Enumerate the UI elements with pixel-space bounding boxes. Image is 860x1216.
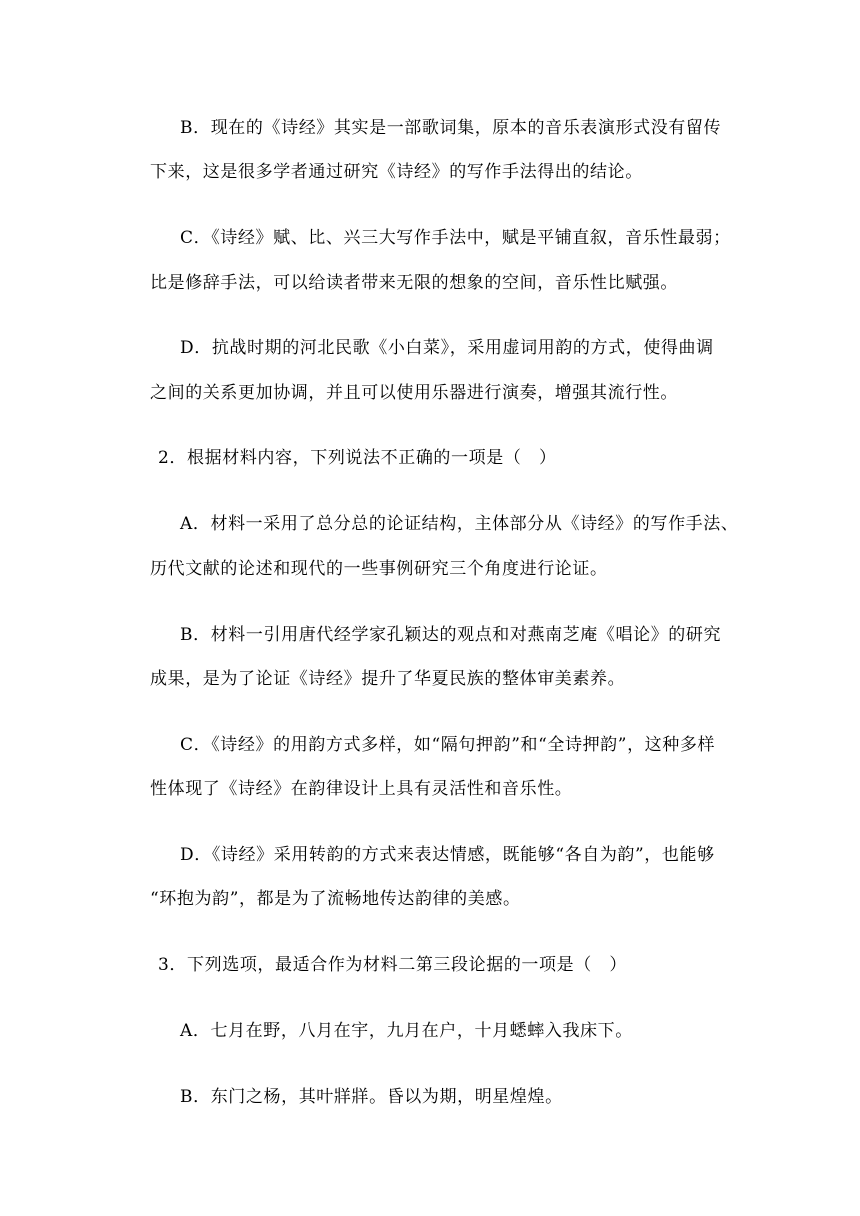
q2-option-a-line2: 历代文献的论述和现代的一些事例研究三个角度进行论证。	[150, 559, 608, 579]
q3-option-b: B．东门之杨，其叶牂牂。昏以为期，明星煌煌。	[180, 1087, 563, 1107]
q2-option-b-line1: B．材料一引用唐代经学家孔颖达的观点和对燕南芝庵《唱论》的研究	[180, 625, 722, 645]
q2-option-c-line2: 性体现了《诗经》在韵律设计上具有灵活性和音乐性。	[150, 779, 573, 799]
q2-stem: 2．根据材料内容，下列说法不正确的一项是（ ）	[158, 448, 557, 468]
q2-option-a-line1: A．材料一采用了总分总的论证结构，主体部分从《诗经》的写作手法、	[180, 514, 739, 534]
q1-option-b-line2: 下来，这是很多学者通过研究《诗经》的写作手法得出的结论。	[150, 162, 643, 182]
q1-option-d-line1: D．抗战时期的河北民歌《小白菜》，采用虚词用韵的方式，使得曲调	[180, 338, 714, 358]
q3-option-a: A．七月在野，八月在宇，九月在户，十月蟋蟀入我床下。	[180, 1021, 633, 1041]
q2-option-c-line1: C．《诗经》的用韵方式多样，如“隔句押韵”和“全诗押韵”，这种多样	[180, 735, 716, 755]
q1-option-c-line1: C．《诗经》赋、比、兴三大写作手法中，赋是平铺直叙，音乐性最弱；	[180, 228, 731, 248]
q2-option-d-line2: “环抱为韵”，都是为了流畅地传达韵律的美感。	[150, 889, 521, 909]
q2-option-b-line2: 成果，是为了论证《诗经》提升了华夏民族的整体审美素养。	[150, 669, 626, 689]
q2-option-d-line1: D．《诗经》采用转韵的方式来表达情感，既能够“各自为韵”，也能够	[180, 845, 715, 865]
q1-option-b-line1: B．现在的《诗经》其实是一部歌词集，原本的音乐表演形式没有留传	[180, 118, 722, 138]
q1-option-c-line2: 比是修辞手法，可以给读者带来无限的想象的空间，音乐性比赋强。	[150, 273, 678, 293]
q1-option-d-line2: 之间的关系更加协调，并且可以使用乐器进行演奏，增强其流行性。	[150, 383, 678, 403]
q3-stem: 3．下列选项，最适合作为材料二第三段论据的一项是（ ）	[158, 955, 628, 975]
